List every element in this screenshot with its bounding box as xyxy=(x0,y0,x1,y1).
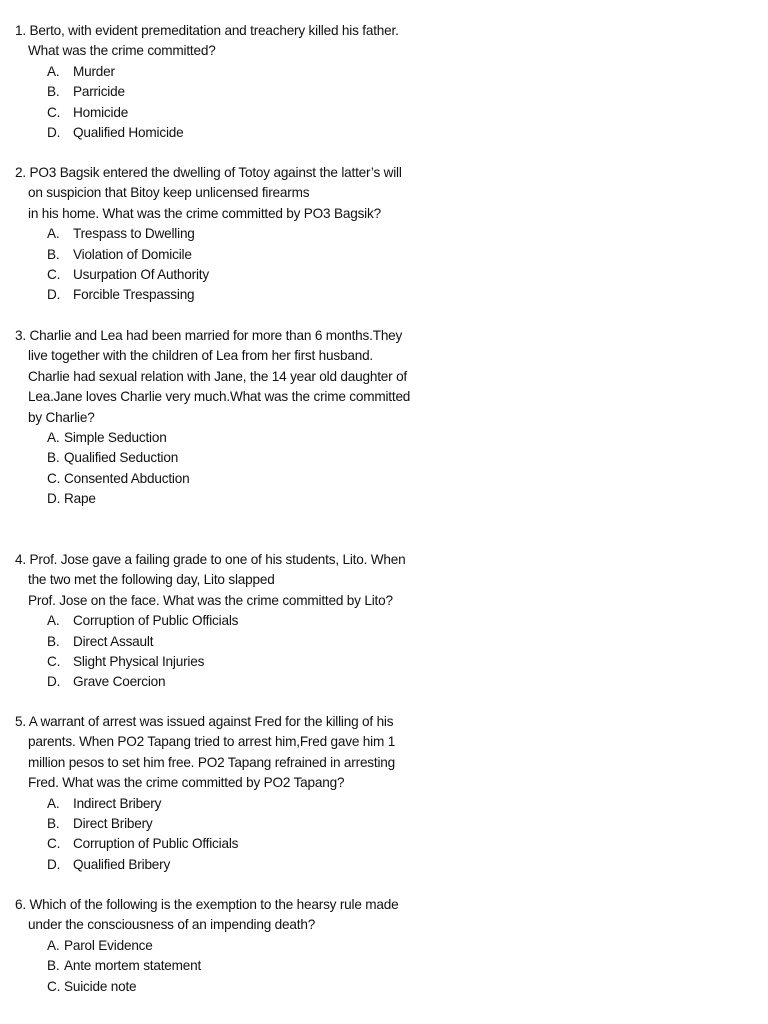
question-4-line-3: Prof. Jose on the face. What was the crime committed by Lito? xyxy=(28,592,393,608)
question-3-line-4: Lea.Jane loves Charlie very much.What was the crime committed xyxy=(28,389,411,405)
option-text: Indirect Bribery xyxy=(73,795,162,811)
option-letter: D. xyxy=(47,287,61,303)
option-text: Corruption of Public Officials xyxy=(73,836,239,852)
option-text: Consented Abduction xyxy=(64,470,190,486)
option-letter: B. xyxy=(47,633,60,649)
option-letter: A. xyxy=(47,226,60,242)
option-text: Rape xyxy=(64,491,96,507)
option-letter: C. xyxy=(47,104,61,120)
option-text: Usurpation Of Authority xyxy=(73,266,209,282)
option-letter: C. xyxy=(47,978,61,994)
question-3-line-5: by Charlie? xyxy=(28,409,95,425)
option-letter: A. xyxy=(47,937,60,953)
option-letter: A. xyxy=(47,429,60,445)
question-2-line-1: 2. PO3 Bagsik entered the dwelling of Totoy against the latter’s will xyxy=(15,165,402,180)
option-text: Qualified Bribery xyxy=(73,856,171,872)
option-letter: B. xyxy=(47,815,60,831)
question-3-line-3: Charlie had sexual relation with Jane, the 14 year old daughter of xyxy=(28,368,408,384)
question-1-line-1: 1. Berto, with evident premeditation and treachery killed his father. xyxy=(15,23,399,38)
option-text: Grave Coercion xyxy=(73,674,166,690)
question-5-option-a xyxy=(15,794,455,814)
question-2-line-2: on suspicion that Bitoy keep unlicensed firearms xyxy=(28,185,310,201)
question-1 xyxy=(15,21,455,143)
question-3-option-a xyxy=(15,428,455,448)
question-2-option-b xyxy=(15,245,455,265)
question-4-line-1: 4. Prof. Jose gave a failing grade to one of his students, Lito. When xyxy=(15,552,406,567)
option-letter: A. xyxy=(47,63,60,79)
question-5-option-b xyxy=(15,814,455,834)
question-1-line-2: What was the crime committed? xyxy=(28,43,216,59)
question-3-line-1: 3. Charlie and Lea had been married for more than 6 months.They xyxy=(15,328,403,343)
question-5-option-d xyxy=(15,855,455,875)
option-letter: C. xyxy=(47,266,61,282)
option-text: Direct Assault xyxy=(73,633,154,649)
question-2-line-3: in his home. What was the crime committed by PO3 Bagsik? xyxy=(28,205,381,221)
question-5 xyxy=(15,712,455,875)
question-4-option-a xyxy=(15,611,455,631)
question-2-option-d xyxy=(15,285,455,305)
option-letter: D. xyxy=(47,674,61,690)
option-letter: C. xyxy=(47,836,61,852)
option-text: Qualified Homicide xyxy=(73,124,184,140)
question-6-option-a xyxy=(15,936,455,956)
question-5-line-3: million pesos to set him free. PO2 Tapang refrained in arresting xyxy=(28,754,396,770)
question-5-line-1: 5. A warrant of arrest was issued against Fred for the killing of his xyxy=(15,714,394,729)
option-letter: B. xyxy=(47,450,60,466)
question-6-option-b xyxy=(15,956,455,976)
question-4 xyxy=(15,550,455,693)
question-1-option-d xyxy=(15,123,455,143)
option-text: Simple Seduction xyxy=(64,429,167,445)
option-text: Homicide xyxy=(73,104,129,120)
option-letter: B. xyxy=(47,246,60,262)
question-2 xyxy=(15,163,455,306)
option-text: Forcible Trespassing xyxy=(73,287,195,303)
option-letter: D. xyxy=(47,856,61,872)
option-text: Murder xyxy=(73,63,115,79)
question-3 xyxy=(15,326,455,510)
option-letter: D. xyxy=(47,491,61,507)
question-4-option-d xyxy=(15,672,455,692)
option-text: Direct Bribery xyxy=(73,815,153,831)
question-3-line-2: live together with the children of Lea from her first husband. xyxy=(28,348,374,364)
question-1-option-b xyxy=(15,82,455,102)
question-1-option-a xyxy=(15,62,455,82)
option-letter: B. xyxy=(47,84,60,100)
option-text: Qualified Seduction xyxy=(64,450,179,466)
question-5-option-c xyxy=(15,834,455,854)
question-6-line-1: 6. Which of the following is the exemption to the hearsy rule made xyxy=(15,897,399,912)
option-text: Ante mortem statement xyxy=(64,958,202,974)
question-5-line-4: Fred. What was the crime committed by PO2 Tapang? xyxy=(28,775,345,791)
question-6 xyxy=(15,895,455,997)
option-text: Corruption of Public Officials xyxy=(73,613,239,629)
option-letter: A. xyxy=(47,795,60,811)
option-letter: D. xyxy=(47,124,61,140)
option-text: Parol Evidence xyxy=(64,937,153,953)
question-2-option-c xyxy=(15,265,455,285)
option-text: Suicide note xyxy=(64,978,137,994)
question-3-option-b xyxy=(15,448,455,468)
question-2-option-a xyxy=(15,224,455,244)
option-text: Parricide xyxy=(73,84,125,100)
question-1-option-c xyxy=(15,103,455,123)
option-text: Violation of Domicile xyxy=(73,246,192,262)
option-text: Trespass to Dwelling xyxy=(73,226,195,242)
option-letter: C. xyxy=(47,470,61,486)
question-3-option-c xyxy=(15,469,455,489)
question-4-option-c xyxy=(15,652,455,672)
option-text: Slight Physical Injuries xyxy=(73,653,205,669)
question-4-line-2: the two met the following day, Lito slapped xyxy=(28,572,275,588)
question-3-option-d xyxy=(15,489,455,509)
question-6-option-c xyxy=(15,977,455,997)
question-5-line-2: parents. When PO2 Tapang tried to arrest him,Fred gave him 1 xyxy=(28,734,396,750)
question-4-option-b xyxy=(15,632,455,652)
option-letter: A. xyxy=(47,613,60,629)
question-6-line-2: under the consciousness of an impending death? xyxy=(28,917,316,933)
option-letter: C. xyxy=(47,653,61,669)
option-letter: B. xyxy=(47,958,60,974)
